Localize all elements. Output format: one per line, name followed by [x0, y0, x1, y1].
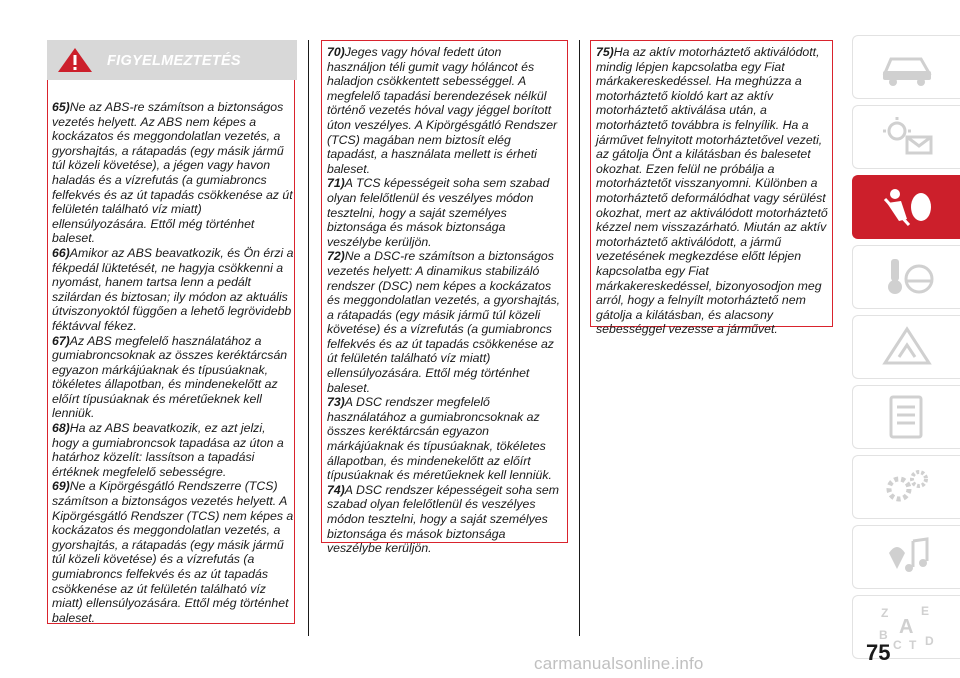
tab-multimedia[interactable] [852, 525, 960, 589]
warning-number: 67) [52, 333, 70, 348]
warning-item [327, 395, 563, 483]
safety-airbag-icon [877, 185, 937, 229]
svg-text:A: A [898, 616, 913, 638]
svg-text:T: T [908, 638, 916, 651]
tab-safety[interactable] [852, 175, 960, 239]
svg-text:E: E [920, 604, 929, 618]
warning-item [52, 246, 294, 334]
warning-text: A TCS képességeit soha sem szabad olyan felelőtlenül és veszélyes módon tesztelni, hogy a saját személyes biztonsága és mások biztonsága veszélybe kerüljön. [327, 176, 550, 249]
tab-technical-data[interactable] [852, 455, 960, 519]
warning-number: 70) [327, 45, 345, 59]
svg-text:C: C [892, 638, 902, 651]
warning-text: Ha az aktív motorháztető aktiválódott, mindig lépjen kapcsolatba egy Fiat márkakereskedéssel. Ha meghúzza a motorháztető kioldó kart az aktív motorháztető aktiválása után, a motorháztető továbbra is felnyílik. Ha a járművet felnyitott motorháztetővel vezeti, az gátolja Önt a kilátásban és balesetet okozhat. Ezen felül ne próbálja a motorháztetőt visszanyomni. Különben a motorháztető deformálódhat vagy sérülést okozhat, mert az aktiválódott motorháztető kézzel nem visszazárható. Miután az aktív motorháztető aktiválódott, a jármű vezetésének megkezdése előtt lépjen kapcsolatba egy Fiat márkakereskedéssel, bizonyosodjon meg arról, hogy a felnyílt motorháztető nem gátolja a kilátásban, és alacsony sebességgel vezesse a járművet. [596, 45, 828, 337]
warning-number: 66) [52, 245, 70, 260]
warning-item [327, 176, 563, 249]
warning-box-1 [47, 40, 295, 624]
watermark: carmanualsonline.info [534, 654, 704, 673]
tab-dashboard[interactable] [852, 35, 960, 99]
warning-text: Amikor az ABS beavatkozik, és Ön érzi a fékpedál lüktetését, ne hagyja csökkenni a nyomást, hanem tartsa lenn a pedált szilárdan és biztosan; ily módon az aktuális útviszonyoktól függően a lehető legrövidebb féktávval fékez. [52, 245, 294, 333]
tab-warning-lights[interactable] [852, 105, 960, 169]
warning-header [47, 40, 297, 80]
warning-box-3 [590, 40, 833, 337]
tab-starting-driving[interactable] [852, 245, 960, 309]
road-emergency-icon [877, 325, 937, 369]
column-divider [579, 40, 580, 636]
warning-item [596, 45, 828, 337]
warning-item [52, 334, 294, 422]
warning-number: 65) [52, 100, 70, 114]
warning-item [327, 249, 563, 395]
tab-emergency[interactable] [852, 315, 960, 379]
tab-maintenance[interactable] [852, 385, 960, 449]
warning-text: Ne az ABS-re számítson a biztonságos vezetés helyett. Az ABS nem képes a kockázatos és meggondolatlan vezetés, a gyorshajtás, a rátapadás (egy másik jármű túl közeli követése), a jégen vagy havon haladás és a vízrefutás (a gumiabroncs felfekvés és az út tapadás csökkenése az út felületén található víz miatt) ellensúlyozására. Ettől még történhet baleset. [52, 100, 293, 246]
warning-item [52, 479, 294, 625]
warning-number: 75) [596, 45, 614, 59]
warning-number: 72) [327, 249, 345, 264]
warning-text: Ne a Kipörgésgátló Rendszerre (TCS) számítson a biztonságos vezetés helyett. A Kipörgésgátló Rendszer (TCS) nem képes a kockázatos és meggondolatlan vezetés, a gyorshajtás, a rátapadás (egy másik jármű túl közeli követése) és a vízrefutás (a gumiabroncs felfekvés és az út tapadás csökkenése az út felületén található víz miatt) ellensúlyozására. Ettől még történhet baleset. [52, 479, 294, 625]
warning-number: 71) [327, 176, 345, 191]
warning-text: Ha az ABS beavatkozik, ez azt jelzi, hogy a gumiabroncsok tapadása az úton a határhoz közelít: lassítson a tapadási értéknek megfelelő sebességre. [52, 421, 284, 479]
technical-data-gears-icon [877, 465, 937, 509]
warning-number: 68) [52, 421, 70, 436]
warning-lights-icon [877, 115, 937, 159]
warning-item [52, 421, 294, 479]
warning-item [327, 483, 563, 556]
warning-list-1 [52, 100, 294, 625]
warning-text: A DSC rendszer megfelelő használatához a gumiabroncsoknak az összes keréktárcsán egyazon márkájúaknak és típusúaknak, tökéletes állapotban, és mindenekelőtt az előírt típusúaknak és méretűeknek kell lenniük. [327, 395, 552, 483]
warning-number: 74) [327, 482, 345, 497]
warning-number: 69) [52, 479, 70, 494]
multimedia-icon [877, 535, 937, 579]
warning-number: 73) [327, 395, 345, 410]
warning-text: Ne a DSC-re számítson a biztonságos vezetés helyett: A dinamikus stabilizáló rendszer (DSC) nem képes a kockázatos és meggondolatlan vezetés, a gyorshajtás, a rátapadás (egy másik jármű túl közeli követése) és a vízrefutás (a gumiabroncs felfekvés és az út tapadás csökkenése az út felületén található víz miatt) ellensúlyozására. Ettől még történhet baleset. [327, 249, 561, 395]
svg-text:Z: Z [880, 606, 888, 620]
page-number: 75 [866, 640, 891, 665]
maintenance-list-icon [877, 395, 937, 439]
warning-item [327, 45, 563, 176]
key-steering-icon [877, 255, 937, 299]
warning-text: Az ABS megfelelő használatához a gumiabroncsoknak az összes keréktárcsán egyazon márkájúaknak és típusúaknak, tökéletes állapotban, és mindenekelőtt az előírt típusúaknak és méretűeknek kell lenniük. [52, 333, 288, 421]
warning-text: Jeges vagy hóval fedett úton használjon téli gumit vagy hóláncot és haladjon csökkentett sebességgel. A megfelelő tapadási berendezések nélkül történő vezetés hóval vagy jéggel borított úton veszélyes. A Kipörgésgátló Rendszer (TCS) magában nem biztosít elég tapadást, a használata mellett is érheti baleset. [327, 45, 558, 176]
warning-list-2 [327, 45, 563, 556]
column-divider [308, 40, 309, 636]
warning-text: A DSC rendszer képességeit soha sem szabad olyan felelőtlenül és veszélyes módon tesztelni, hogy a saját személyes biztonsága és mások biztonsága veszélybe kerüljön. [327, 482, 559, 556]
warning-title: FIGYELMEZTETÉS [107, 53, 241, 69]
svg-text:B: B [878, 628, 888, 642]
warning-list-3 [596, 45, 828, 337]
svg-text:D: D [924, 634, 934, 648]
warning-triangle-icon [57, 47, 93, 73]
warning-box-2 [321, 40, 568, 556]
car-dashboard-icon [877, 47, 937, 87]
warning-item [52, 100, 294, 246]
